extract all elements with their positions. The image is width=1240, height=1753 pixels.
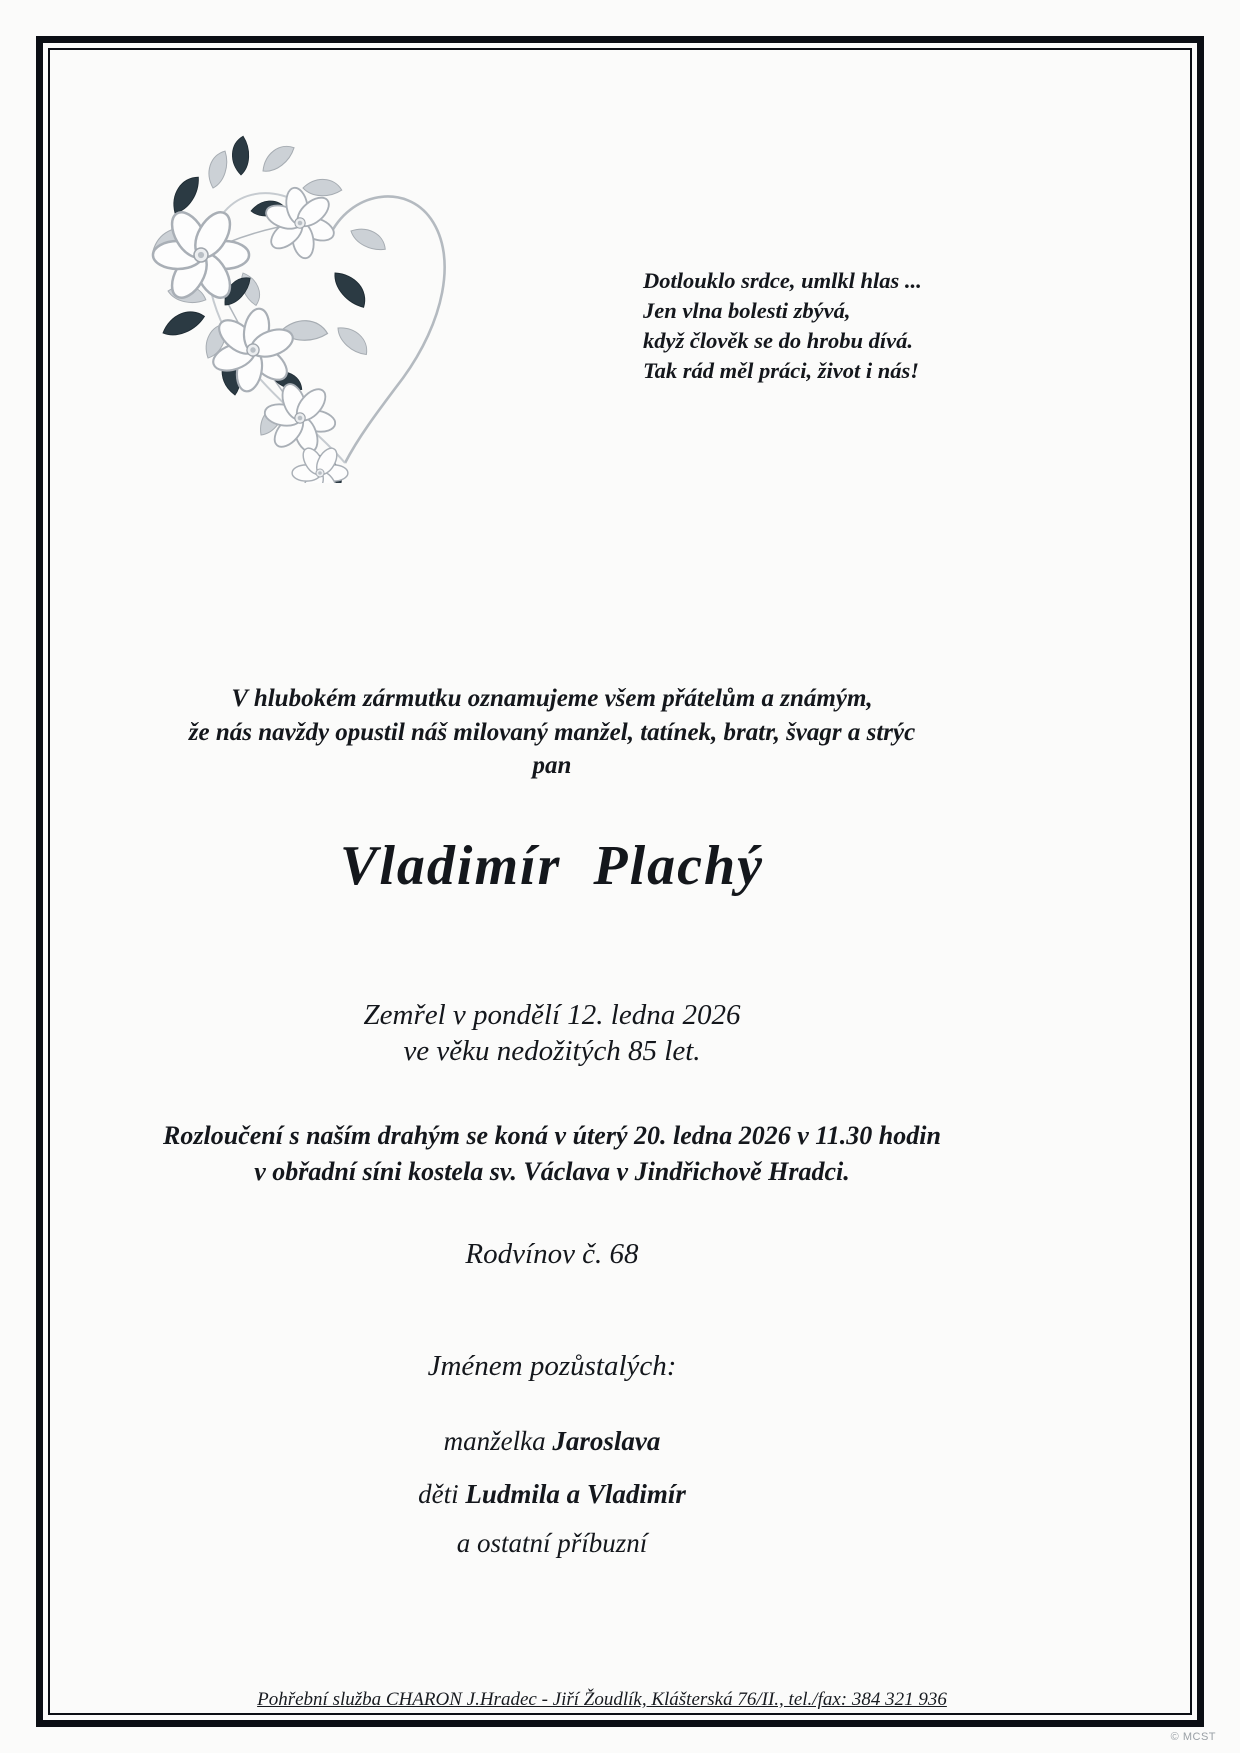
poem-line: Jen vlna bolesti zbývá,	[643, 298, 851, 323]
survivor-row	[52, 1426, 1052, 1457]
watermark-mcst: © MCST	[1170, 1731, 1216, 1743]
death-info-line: Zemřel v pondělí 12. ledna 2026	[363, 999, 741, 1031]
death-info	[52, 997, 1052, 1069]
farewell-info	[52, 1118, 1052, 1190]
poem-line: Dotlouklo srdce, umlkl hlas ...	[643, 268, 922, 293]
death-info-line: ve věku nedožitých 85 let.	[403, 1035, 701, 1067]
survivor-row	[52, 1479, 1052, 1510]
poem	[643, 266, 922, 386]
survivor-relation: děti	[418, 1479, 466, 1509]
survivor-names: Ludmila a Vladimír	[465, 1479, 686, 1509]
farewell-line: Rozloučení s naším drahým se koná v úterý 20. ledna 2026 v 11.30 hodin	[163, 1121, 941, 1150]
farewell-line: v obřadní síni kostela sv. Václava v Jindřichově Hradci.	[254, 1157, 850, 1186]
survivor-relation: manželka	[443, 1426, 553, 1456]
address-line: Rodvínov č. 68	[465, 1238, 639, 1270]
announcement	[52, 682, 1052, 783]
announcement-line: že nás navždy opustil náš milovaný manžel, tatínek, bratr, švagr a strýc	[188, 718, 916, 746]
survivor-names: Jaroslava	[552, 1426, 661, 1456]
announcement-line: V hlubokém zármutku oznamujeme všem přátelům a známým,	[231, 685, 873, 712]
poem-line: když člověk se do hrobu dívá.	[643, 328, 913, 353]
floral-heart-icon	[113, 133, 453, 483]
survivors-heading: Jménem pozůstalých:	[427, 1350, 677, 1382]
poem-line: Tak rád měl práci, život i nás!	[643, 358, 920, 383]
announcement-line: pan	[532, 752, 572, 779]
funeral-service-footer: Pohřební služba CHARON J.Hradec - Jiří Žoudlík, Klášterská 76/II., tel./fax: 384 321 936	[257, 1689, 947, 1710]
survivors-closing: a ostatní příbuzní	[456, 1528, 648, 1558]
deceased-name: Vladimír Plachý	[340, 835, 764, 897]
